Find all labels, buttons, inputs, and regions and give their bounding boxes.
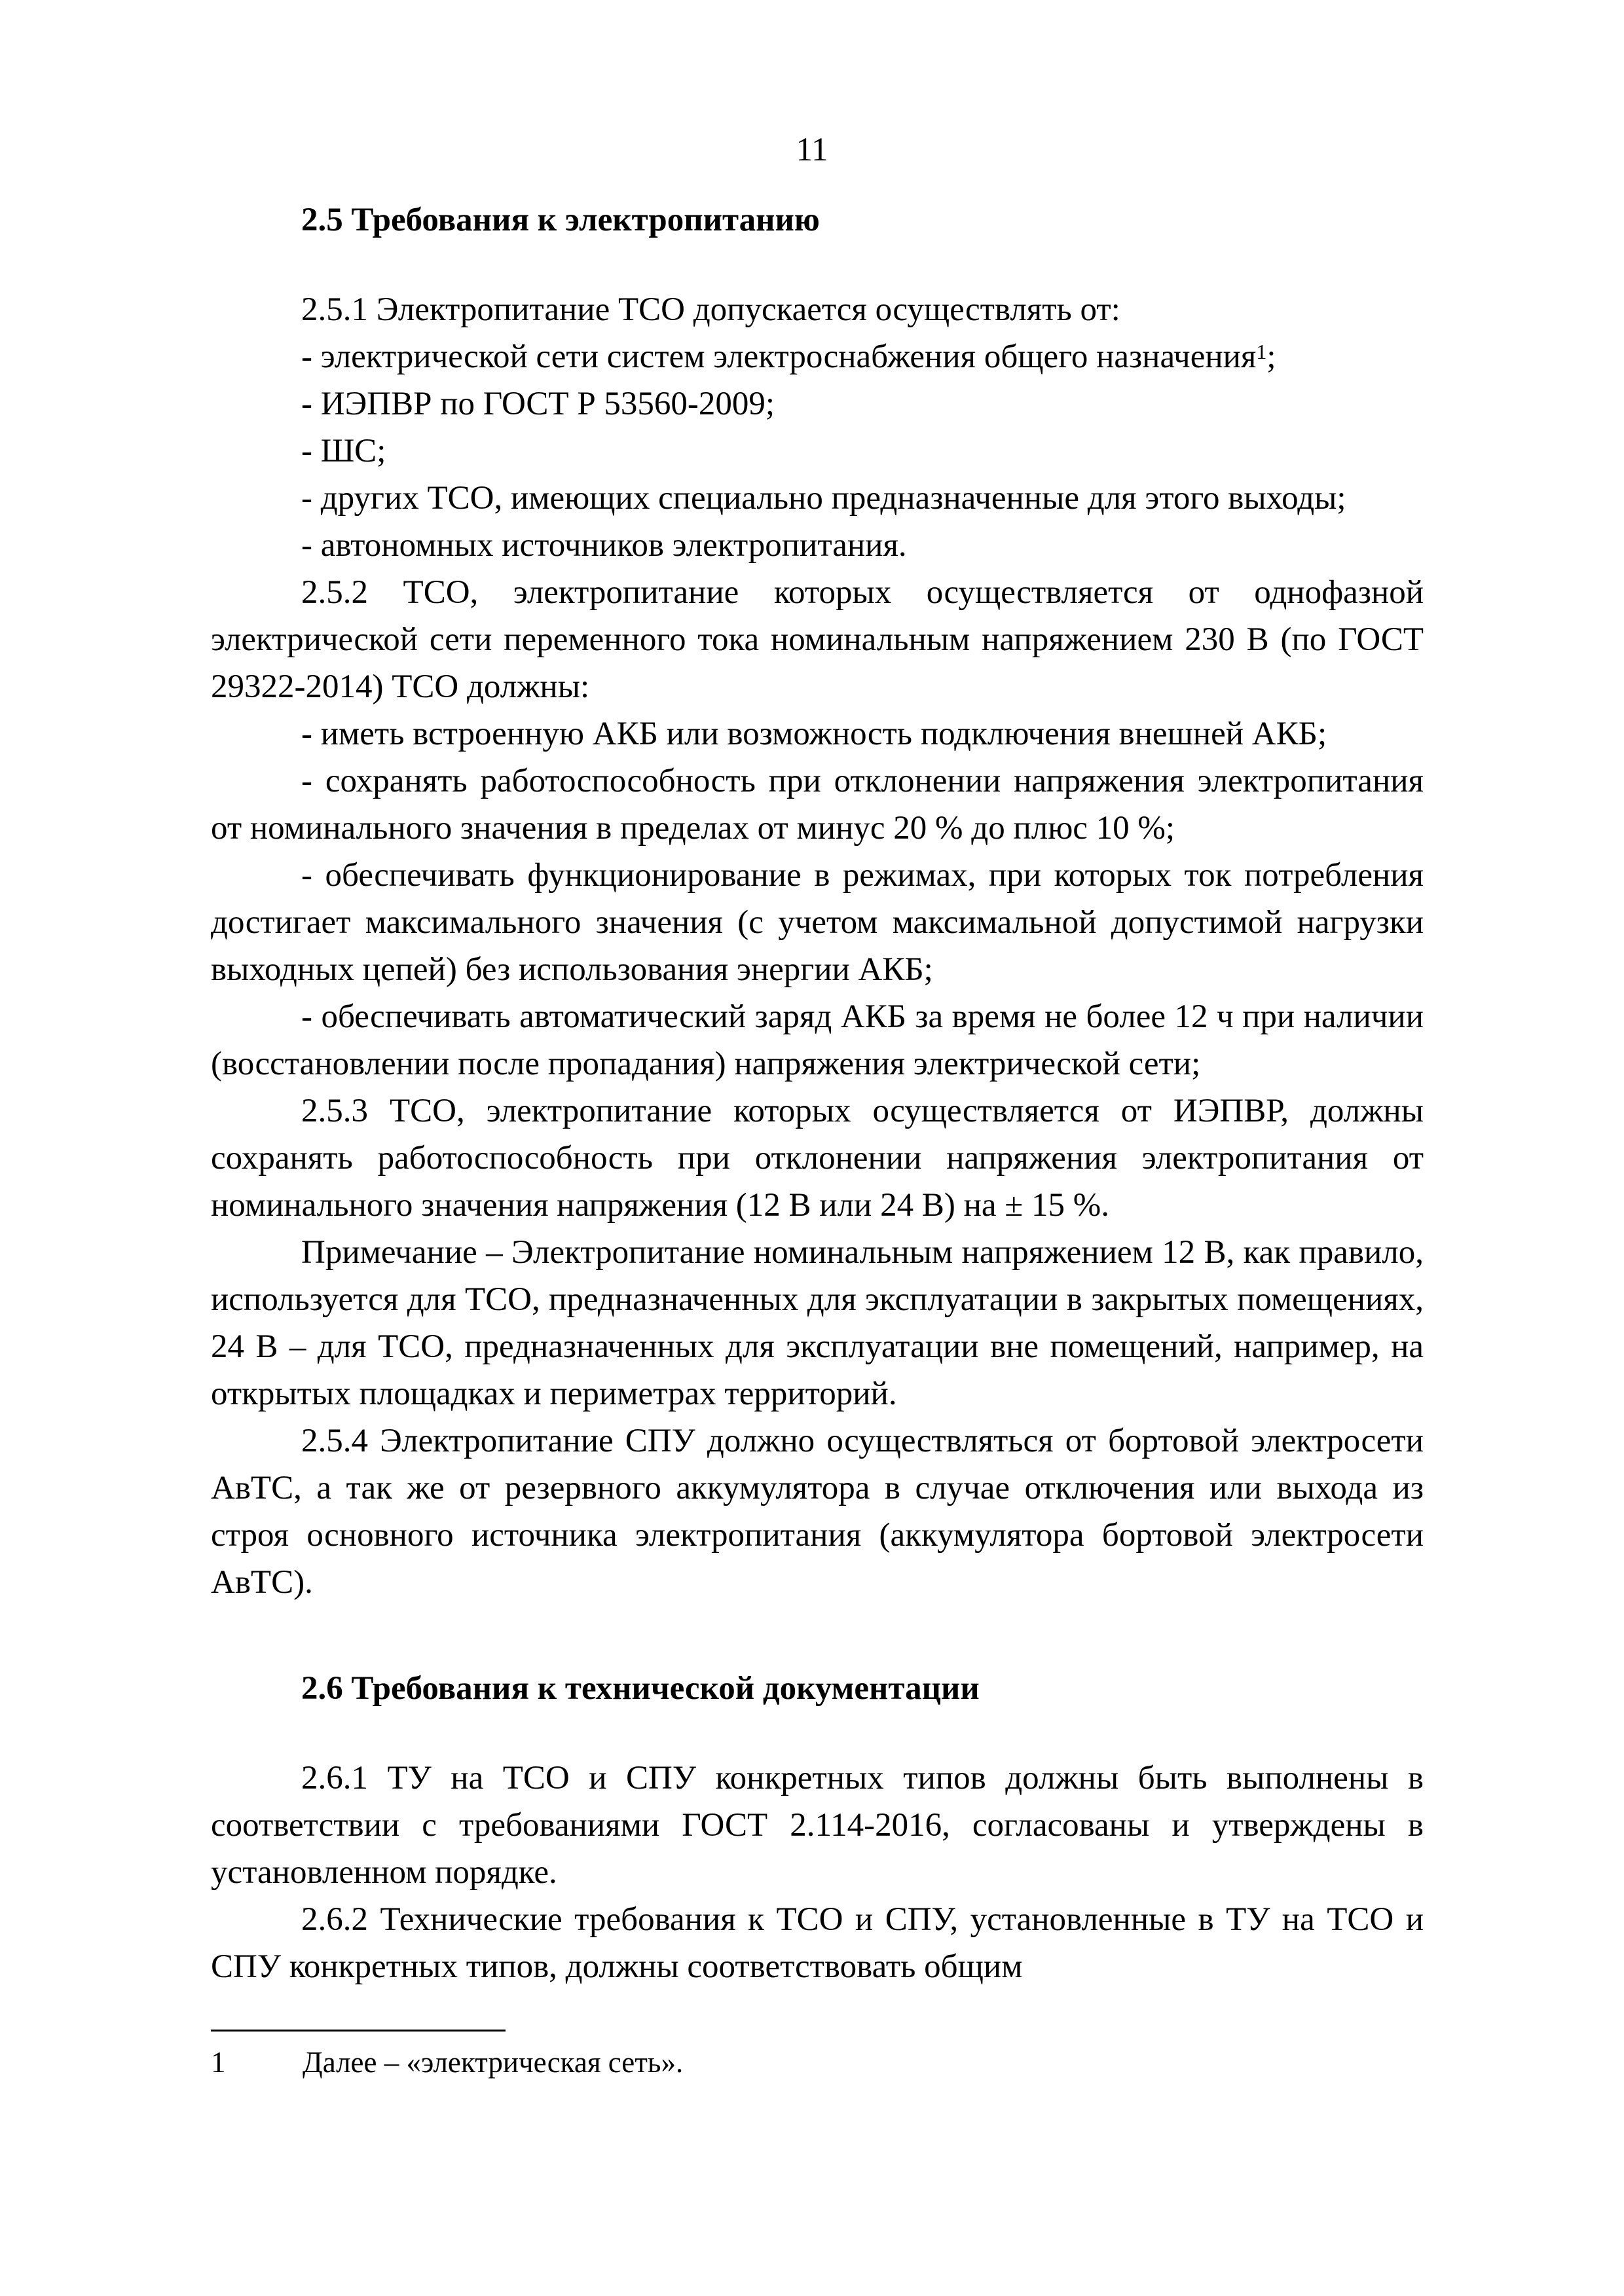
footnote (211, 2043, 1424, 2082)
footnote-separator (211, 2030, 506, 2032)
paragraph-2-5-4: 2.5.4 Электропитание СПУ должно осуществляться от бортовой электросети АвТС, а так же от резервного аккумулятора в случае отключения или выхода из строя основного источника электропитания (аккумулятора бортовой электросети АвТС). (211, 1423, 1424, 1601)
paragraph-2-5-1: 2.5.1 Электропитание ТСО допускается осуществлять от: (301, 291, 1120, 328)
list-item-autonomous: - автономных источников электропитания. (301, 527, 907, 564)
list-item-electric-network (211, 333, 1424, 380)
paragraph-2-6-1: 2.6.1 ТУ на ТСО и СПУ конкретных типов должны быть выполнены в соответствии с требованиями ГОСТ 2.114-2016, согласованы и утверждены в установленном порядке. (211, 1760, 1424, 1891)
page-number: 11 (796, 132, 828, 168)
list-item-voltage-deviation: - сохранять работоспособность при отклонении напряжения электропитания от номинального значения в пределах от минус 20 % до плюс 10 %; (211, 763, 1424, 847)
list-item-punct: ; (1266, 338, 1276, 375)
footnote-reference: 1 (1256, 340, 1267, 363)
list-item-max-current: - обеспечивать функционирование в режимах, при которых ток потребления достигает максимального значения (с учетом максимальной допустимой нагрузки выходных цепей) без использования энергии АКБ; (211, 857, 1424, 988)
list-item-text: - электрической сети систем электроснабжения общего назначения (301, 338, 1257, 375)
list-item-shs: - ШС; (301, 433, 386, 469)
footnote-text: Далее – «электрическая сеть». (303, 2046, 684, 2079)
section-heading-2-6: 2.6 Требования к технической документации (301, 1670, 980, 1707)
list-item-other-tso: - других ТСО, имеющих специально предназначенные для этого выходы; (301, 480, 1346, 517)
list-item-auto-charge: - обеспечивать автоматический заряд АКБ за время не более 12 ч при наличии (восстановлении после пропадания) напряжения электрической сети; (211, 998, 1424, 1082)
footnote-number: 1 (211, 2046, 226, 2079)
list-item-battery: - иметь встроенную АКБ или возможность подключения внешней АКБ; (301, 716, 1327, 752)
section-heading-2-5: 2.5 Требования к электропитанию (301, 202, 820, 238)
paragraph-2-5-2: 2.5.2 ТСО, электропитание которых осуществляется от однофазной электрической сети переменного тока номинальным напряжением 230 В (по ГОСТ 29322-2014) ТСО должны: (211, 574, 1424, 705)
paragraph-2-6-2: 2.6.2 Технические требования к ТСО и СПУ, установленные в ТУ на ТСО и СПУ конкретных типов, должны соответствовать общим (211, 1901, 1424, 1985)
paragraph-2-5-3: 2.5.3 ТСО, электропитание которых осуществляется от ИЭПВР, должны сохранять работоспособность при отклонении напряжения электропитания от номинального значения напряжения (12 В или 24 В) на ± 15 %. (211, 1093, 1424, 1224)
list-item-iepvr: - ИЭПВР по ГОСТ Р 53560-2009; (301, 386, 775, 422)
note-paragraph: Примечание – Электропитание номинальным напряжением 12 В, как правило, используется для ТСО, предназначенных для эксплуатации в закрытых помещениях, 24 В – для ТСО, предназначенных для эксплуатации вне помещений, например, на открытых площадках и периметрах территорий. (211, 1234, 1424, 1412)
page-content (211, 196, 1424, 1990)
